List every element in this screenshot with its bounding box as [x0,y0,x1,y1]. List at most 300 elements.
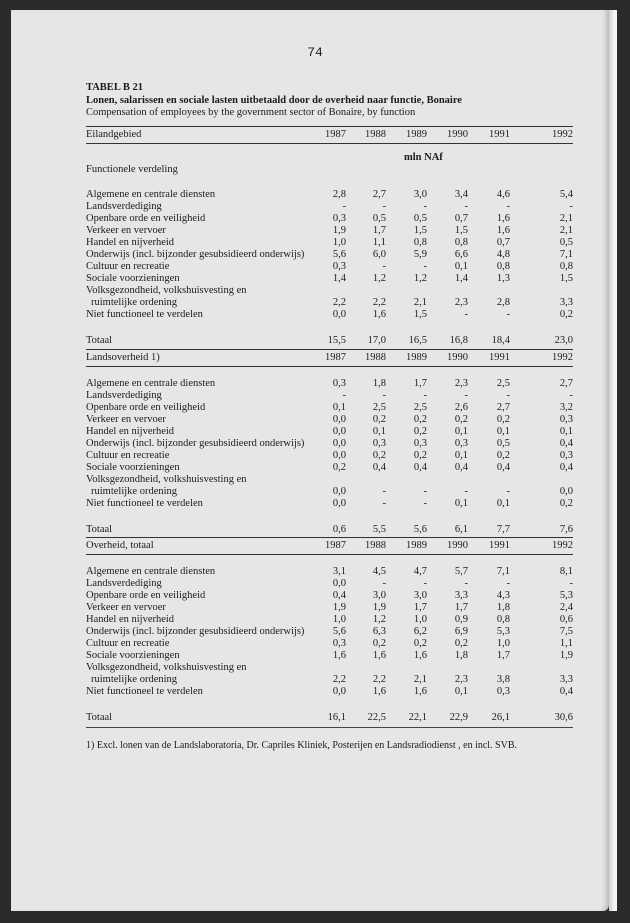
cell-value: 16,1 [327,712,346,723]
cell-value: 1,9 [332,602,346,613]
cell-value: 2,8 [496,297,510,308]
row-label: Openbare orde en veiligheid [86,590,206,601]
cell-value: 3,0 [372,590,386,601]
row-label: Cultuur en recreatie [86,638,170,649]
cell-value: - [382,201,386,212]
row-label: Niet functioneel te verdelen [86,686,203,697]
year-header: 1992 [552,540,573,551]
year-header: 1991 [489,352,510,363]
cell-value: 1,4 [454,273,468,284]
cell-value: 1,6 [413,686,427,697]
cell-value: 0,7 [454,213,468,224]
cell-value: 4,5 [372,566,386,577]
background-strip [617,0,630,923]
row-label: Onderwijs (incl. bijzonder gesubsidieerd onderwijs) [86,438,305,449]
cell-value: 0,1 [496,426,510,437]
cell-value: 18,4 [491,335,510,346]
cell-value: - [464,309,468,320]
cell-value: 0,3 [372,438,386,449]
table-section [86,537,573,724]
cell-value: 16,8 [449,335,468,346]
cell-value: 0,2 [413,426,427,437]
cell-value: 3,4 [454,189,468,200]
cell-value: 0,2 [372,638,386,649]
cell-value: - [423,486,427,497]
footer-rule [86,727,573,728]
cell-value: 0,4 [372,462,386,473]
page-edge [609,10,617,911]
cell-value: 0,4 [559,686,573,697]
cell-value: 1,0 [496,638,510,649]
cell-value: 1,8 [496,602,510,613]
row-label: Handel en nijverheid [86,614,175,625]
cell-value: 0,1 [372,426,386,437]
row-label: Handel en nijverheid [86,426,175,437]
cell-value: 6,6 [454,249,468,260]
cell-value: 7,1 [559,249,573,260]
cell-value: 3,0 [413,189,427,200]
row-label: Onderwijs (incl. bijzonder gesubsidieerd onderwijs) [86,249,305,260]
cell-value: 0,6 [559,614,573,625]
cell-value: - [382,486,386,497]
table-row [86,462,573,474]
cell-value: 5,6 [413,524,427,535]
table-row [86,261,573,273]
table-row [86,390,573,402]
cell-value: 0,8 [496,614,510,625]
table-row [86,225,573,237]
section-header [86,349,573,367]
cell-value: - [423,498,427,509]
total-row [86,335,573,347]
cell-value: 3,3 [559,297,573,308]
table-row [86,414,573,426]
year-header: 1989 [406,540,427,551]
cell-value: 22,5 [367,712,386,723]
cell-value: 0,3 [454,438,468,449]
cell-value: 0,1 [454,450,468,461]
cell-value: 1,9 [332,225,346,236]
cell-value: 0,3 [559,450,573,461]
cell-value: 0,2 [413,638,427,649]
table-title-en: Compensation of employees by the government sector of Bonaire, by function [86,107,416,118]
cell-value: 4,7 [413,566,427,577]
table-row [86,614,573,626]
cell-value: 1,3 [496,273,510,284]
row-label: Cultuur en recreatie [86,261,170,272]
year-header: 1990 [447,540,468,551]
cell-value: 0,2 [496,450,510,461]
cell-value: 1,6 [372,309,386,320]
table-row [86,498,573,510]
cell-value: 1,8 [454,650,468,661]
table-row [86,402,573,414]
cell-value: 2,4 [559,602,573,613]
cell-value: 0,2 [559,309,573,320]
cell-value: 2,1 [413,297,427,308]
cell-value: 8,1 [559,566,573,577]
cell-value: 0,5 [559,237,573,248]
cell-value: 0,4 [559,462,573,473]
row-label: Handel en nijverheid [86,237,175,248]
cell-value: 0,4 [454,462,468,473]
cell-value: 2,5 [413,402,427,413]
cell-value: 4,6 [496,189,510,200]
cell-value: - [506,390,510,401]
table-row [86,189,573,201]
cell-value: 0,0 [332,498,346,509]
cell-value: 5,6 [332,249,346,260]
cell-value: 2,7 [496,402,510,413]
row-label: Verkeer en vervoer [86,225,166,236]
cell-value: 22,1 [408,712,427,723]
table-id: TABEL B 21 [86,82,143,93]
table-section [86,349,573,536]
cell-value: 0,0 [332,486,346,497]
row-label: Verkeer en vervoer [86,414,166,425]
cell-value: 1,5 [559,273,573,284]
cell-value: 0,0 [559,486,573,497]
cell-value: 2,5 [372,402,386,413]
cell-value: 1,6 [496,225,510,236]
cell-value: 4,8 [496,249,510,260]
year-header: 1990 [447,129,468,140]
year-header: 1987 [325,129,346,140]
cell-value: 4,3 [496,590,510,601]
cell-value: 2,1 [413,674,427,685]
cell-value: - [464,486,468,497]
section-header [86,537,573,555]
table-row [86,201,573,213]
cell-value: - [464,201,468,212]
cell-value: 0,2 [372,414,386,425]
row-label: Verkeer en vervoer [86,602,166,613]
cell-value: 2,2 [372,297,386,308]
section-header [86,126,573,144]
cell-value: 1,6 [372,686,386,697]
cell-value: 0,0 [332,426,346,437]
cell-value: 0,3 [413,438,427,449]
table-row [86,486,573,498]
cell-value: 0,1 [496,498,510,509]
table-row [86,674,573,686]
cell-value: 0,5 [496,438,510,449]
cell-value: 0,3 [332,378,346,389]
cell-value: - [506,201,510,212]
cell-value: 1,4 [332,273,346,284]
cell-value: - [423,261,427,272]
year-header: 1992 [552,129,573,140]
cell-value: - [382,578,386,589]
year-header: 1988 [365,352,386,363]
cell-value: 7,1 [496,566,510,577]
row-label: Volksgezondheid, volkshuisvesting en [86,474,247,485]
cell-value: 3,8 [496,674,510,685]
year-header: 1987 [325,540,346,551]
cell-value: 1,7 [454,602,468,613]
row-label: Openbare orde en veiligheid [86,402,206,413]
cell-value: 6,2 [413,626,427,637]
table-section [86,126,573,347]
cell-value: 2,6 [454,402,468,413]
cell-value: - [382,390,386,401]
table-row [86,309,573,321]
row-label: ruimtelijke ordening [91,297,178,308]
cell-value: 1,2 [372,614,386,625]
cell-value: 0,5 [372,213,386,224]
cell-value: 0,3 [332,261,346,272]
row-label: Onderwijs (incl. bijzonder gesubsidieerd onderwijs) [86,626,305,637]
cell-value: 0,2 [413,414,427,425]
row-label: Sociale voorzieningen [86,462,180,473]
cell-value: 5,3 [559,590,573,601]
cell-value: 1,7 [413,378,427,389]
footnote: 1) Excl. lonen van de Landslaboratoria, Dr. Capriles Kliniek, Posterijen en Landsradiodienst , en incl. SVB. [86,740,518,751]
cell-value: 0,4 [496,462,510,473]
cell-value: 0,8 [559,261,573,272]
cell-value: 0,9 [454,614,468,625]
cell-value: 0,0 [332,414,346,425]
cell-value: 0,3 [332,213,346,224]
table-row [86,378,573,390]
cell-value: 0,1 [454,686,468,697]
table-row [86,297,573,309]
cell-value: - [569,390,573,401]
table-row [86,650,573,662]
cell-value: - [382,498,386,509]
cell-value: - [342,201,346,212]
cell-value: 30,6 [554,712,573,723]
cell-value: 2,3 [454,297,468,308]
cell-value: 0,8 [413,237,427,248]
cell-value: 0,8 [454,237,468,248]
section-title: Overheid, totaal [86,540,154,551]
table-row [86,566,573,578]
year-header: 1989 [406,352,427,363]
cell-value: 15,5 [327,335,346,346]
cell-value: 2,2 [372,674,386,685]
row-label: Landsverdediging [86,201,162,212]
cell-value: - [506,309,510,320]
cell-value: 1,6 [372,650,386,661]
cell-value: 2,8 [332,189,346,200]
row-label: Algemene en centrale diensten [86,378,216,389]
cell-value: 1,7 [496,650,510,661]
table-row [86,626,573,638]
cell-value: 1,8 [372,378,386,389]
cell-value: 0,4 [559,438,573,449]
cell-value: 0,2 [496,414,510,425]
cell-value: 1,6 [496,213,510,224]
cell-value: 2,3 [454,674,468,685]
table-row [86,450,573,462]
cell-value: 0,1 [454,498,468,509]
row-label: Landsverdediging [86,390,162,401]
cell-value: 0,1 [332,402,346,413]
cell-value: 22,9 [449,712,468,723]
cell-value: 0,0 [332,450,346,461]
cell-value: - [569,578,573,589]
cell-value: - [382,261,386,272]
year-header: 1991 [489,129,510,140]
cell-value: 5,7 [454,566,468,577]
year-header: 1992 [552,352,573,363]
cell-value: 5,9 [413,249,427,260]
row-label: ruimtelijke ordening [91,674,178,685]
table-row [86,249,573,261]
cell-value: 1,7 [372,225,386,236]
page-number: 74 [307,45,323,60]
table-row [86,213,573,225]
cell-value: 0,1 [454,261,468,272]
cell-value: 23,0 [554,335,573,346]
cell-value: 3,3 [559,674,573,685]
cell-value: 3,3 [454,590,468,601]
section-title: Landsoverheid 1) [86,352,160,363]
unit-label: mln NAf [404,152,443,163]
cell-value: 7,7 [496,524,510,535]
cell-value: 2,7 [559,378,573,389]
cell-value: 1,5 [454,225,468,236]
cell-value: 0,6 [332,524,346,535]
cell-value: 26,1 [491,712,510,723]
subheading: Functionele verdeling [86,164,178,175]
cell-value: 1,2 [413,273,427,284]
cell-value: 1,1 [372,237,386,248]
year-header: 1990 [447,352,468,363]
table-row [86,438,573,450]
table-row [86,638,573,650]
cell-value: 1,0 [413,614,427,625]
cell-value: 1,6 [332,650,346,661]
row-label: Openbare orde en veiligheid [86,213,206,224]
cell-value: 1,9 [372,602,386,613]
cell-value: 1,9 [559,650,573,661]
cell-value: 6,1 [454,524,468,535]
cell-value: 3,1 [332,566,346,577]
cell-value: 1,2 [372,273,386,284]
cell-value: 5,3 [496,626,510,637]
cell-value: 0,1 [559,426,573,437]
year-header: 1987 [325,352,346,363]
cell-value: 2,5 [496,378,510,389]
cell-value: 0,0 [332,686,346,697]
row-label: Sociale voorzieningen [86,273,180,284]
cell-value: - [506,578,510,589]
row-label: Volksgezondheid, volkshuisvesting en [86,285,247,296]
cell-value: 1,1 [559,638,573,649]
row-label: ruimtelijke ordening [91,486,178,497]
table-row [86,474,573,486]
cell-value: 0,3 [559,414,573,425]
cell-value: 2,2 [332,297,346,308]
cell-value: 3,0 [413,590,427,601]
cell-value: - [569,201,573,212]
cell-value: - [464,578,468,589]
cell-value: 0,1 [454,426,468,437]
cell-value: 2,7 [372,189,386,200]
cell-value: 5,5 [372,524,386,535]
cell-value: 16,5 [408,335,427,346]
table-row [86,426,573,438]
total-row [86,524,573,536]
row-label: Totaal [86,524,113,535]
year-header: 1991 [489,540,510,551]
cell-value: 2,2 [332,674,346,685]
table-row [86,578,573,590]
cell-value: 1,0 [332,237,346,248]
cell-value: 2,3 [454,378,468,389]
row-label: Niet functioneel te verdelen [86,309,203,320]
cell-value: 2,1 [559,225,573,236]
row-label: Totaal [86,712,113,723]
cell-value: 1,7 [413,602,427,613]
cell-value: 0,0 [332,578,346,589]
cell-value: 0,2 [332,462,346,473]
cell-value: 1,0 [332,614,346,625]
table-row [86,602,573,614]
cell-value: 0,2 [559,498,573,509]
year-header: 1989 [406,129,427,140]
row-label: Cultuur en recreatie [86,450,170,461]
row-label: Volksgezondheid, volkshuisvesting en [86,662,247,673]
table-row [86,590,573,602]
cell-value: 0,0 [332,438,346,449]
cell-value: - [423,390,427,401]
cell-value: 0,5 [413,213,427,224]
row-label: Algemene en centrale diensten [86,189,216,200]
cell-value: 17,0 [367,335,386,346]
cell-value: 6,9 [454,626,468,637]
table-row [86,662,573,674]
cell-value: 0,7 [496,237,510,248]
cell-value: 0,2 [454,414,468,425]
cell-value: 3,2 [559,402,573,413]
cell-value: 0,2 [413,450,427,461]
year-header: 1988 [365,540,386,551]
cell-value: 7,5 [559,626,573,637]
cell-value: 0,4 [413,462,427,473]
cell-value: 5,4 [559,189,573,200]
cell-value: 6,0 [372,249,386,260]
cell-value: - [423,578,427,589]
cell-value: 7,6 [559,524,573,535]
row-label: Niet functioneel te verdelen [86,498,203,509]
year-header: 1988 [365,129,386,140]
row-label: Totaal [86,335,113,346]
cell-value: 0,3 [332,638,346,649]
cell-value: 1,5 [413,225,427,236]
row-label: Algemene en centrale diensten [86,566,216,577]
total-row [86,712,573,724]
table-title-nl: Lonen, salarissen en sociale lasten uitbetaald door de overheid naar functie, Bonaire [86,95,462,106]
section-title: Eilandgebied [86,129,142,140]
cell-value: - [342,390,346,401]
row-label: Sociale voorzieningen [86,650,180,661]
cell-value: 1,5 [413,309,427,320]
cell-value: 0,3 [496,686,510,697]
row-label: Landsverdediging [86,578,162,589]
cell-value: - [464,390,468,401]
cell-value: 5,6 [332,626,346,637]
table-row [86,237,573,249]
table-row [86,686,573,698]
cell-value: 1,6 [413,650,427,661]
cell-value: 6,3 [372,626,386,637]
cell-value: 0,2 [454,638,468,649]
cell-value: 2,1 [559,213,573,224]
cell-value: 0,4 [332,590,346,601]
